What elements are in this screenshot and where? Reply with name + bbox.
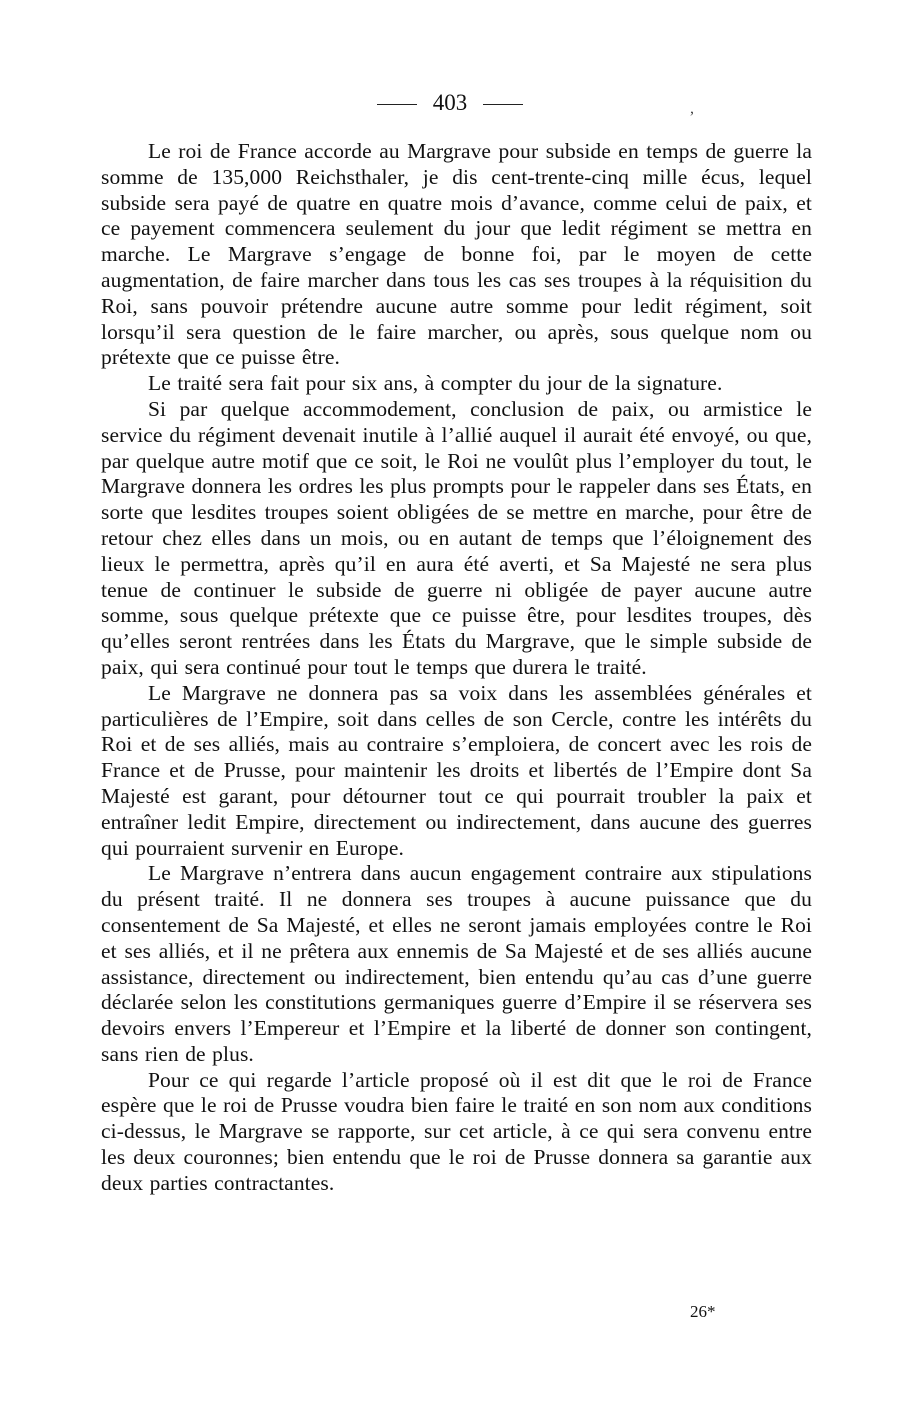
paragraph-prussia: Pour ce qui regarde l’article proposé où il est dit que le roi de France espère que le roi de Prusse voudra bien faire le traité en son nom aux conditions ci-dessus, le Margrave se rapporte, sur cet article, à ce qui sera convenu entre les deux couronnes; bien entendu que le roi de Prusse donnera sa garantie aux deux parties contractantes. [101,1067,812,1195]
paragraph-subsidy: Le roi de France accorde au Margrave pour subside en temps de guerre la somme de 135,000 Reichsthaler, je dis cent-trente-cinq mille écus, lequel subside sera payé de quatre en quatre mois d’avance, comme celui de paix, et ce payement commencera seulement du jour que ledit régiment se mettra en marche. Le Margrave s’engage de bonne foi, par le moyen de cette augmentation, de faire marcher dans tous les cas ses troupes à la réquisition du Roi, sans pouvoir prétendre aucune autre somme pour ledit régiment, soit lorsqu’il sera question de le faire marcher, ou après, sous quelque nom ou prétexte que ce puisse être. [101,139,812,370]
stray-mark: , [690,100,694,117]
page-number-header [0,88,900,118]
left-dash [377,104,417,105]
paragraph-engagements: Le Margrave n’entrera dans aucun engagement contraire aux stipulations du présent traité. Il ne donnera ses troupes à aucune puissance que du consentement de Sa Majesté, et elles ne seront jamais employées contre le Roi et ses alliés, et il ne prêtera aux ennemis de Sa Majesté et de ses alliés aucune assistance, directement ou indirectement, bien entendu qu’au cas d’une guerre déclarée selon les constitutions germaniques guerre d’Empire il se réservera ses devoirs envers l’Empereur et l’Empire et la liberté de donner son contingent, sans rien de plus. [101,861,812,1066]
paragraph-empire-vote: Le Margrave ne donnera pas sa voix dans les assemblées générales et particulières de l’Empire, soit dans celles de son Cercle, contre les intérêts du Roi et de ses alliés, mais au contraire s’emploiera, de concert avec les rois de France et de Prusse, pour maintenir les droits et libertés de l’Empire dont Sa Majesté est garant, pour détourner tout ce qui pourrait troubler la paix et entraîner ledit Empire, directement ou indirectement, dans aucune des guerres qui pourraient survenir en Europe. [101,680,812,860]
body-text [101,139,812,1197]
paragraph-duration: Le traité sera fait pour six ans, à compter du jour de la signature. [148,371,723,396]
right-dash [483,104,523,105]
signature-mark: 26* [690,1302,716,1321]
paragraph-armistice: Si par quelque accommodement, conclusion de paix, ou armistice le service du régiment devenait inutile à l’allié auquel il aurait été envoyé, ou que, par quelque autre motif que ce soit, le Roi ne voulût plus l’employer du tout, le Margrave donnera les ordres les plus prompts pour le rappeler dans ses États, en sorte que lesdites troupes soient obligées de se mettre en marche, pour être de retour chez elles dans un mois, ou en autant de temps que l’éloignement des lieux le permettra, après qu’il en aura été averti, et Sa Majesté ne sera plus tenue de continuer le subside de guerre ni obligée de payer aucune autre somme, sous quelque prétexte que ce puisse être, pour lesdites troupes, dès qu’elles seront rentrées dans les États du Margrave, que le simple subside de paix, qui sera continué pour tout le temps que durera le traité. [101,396,812,679]
page-number: 403 [432,90,468,115]
